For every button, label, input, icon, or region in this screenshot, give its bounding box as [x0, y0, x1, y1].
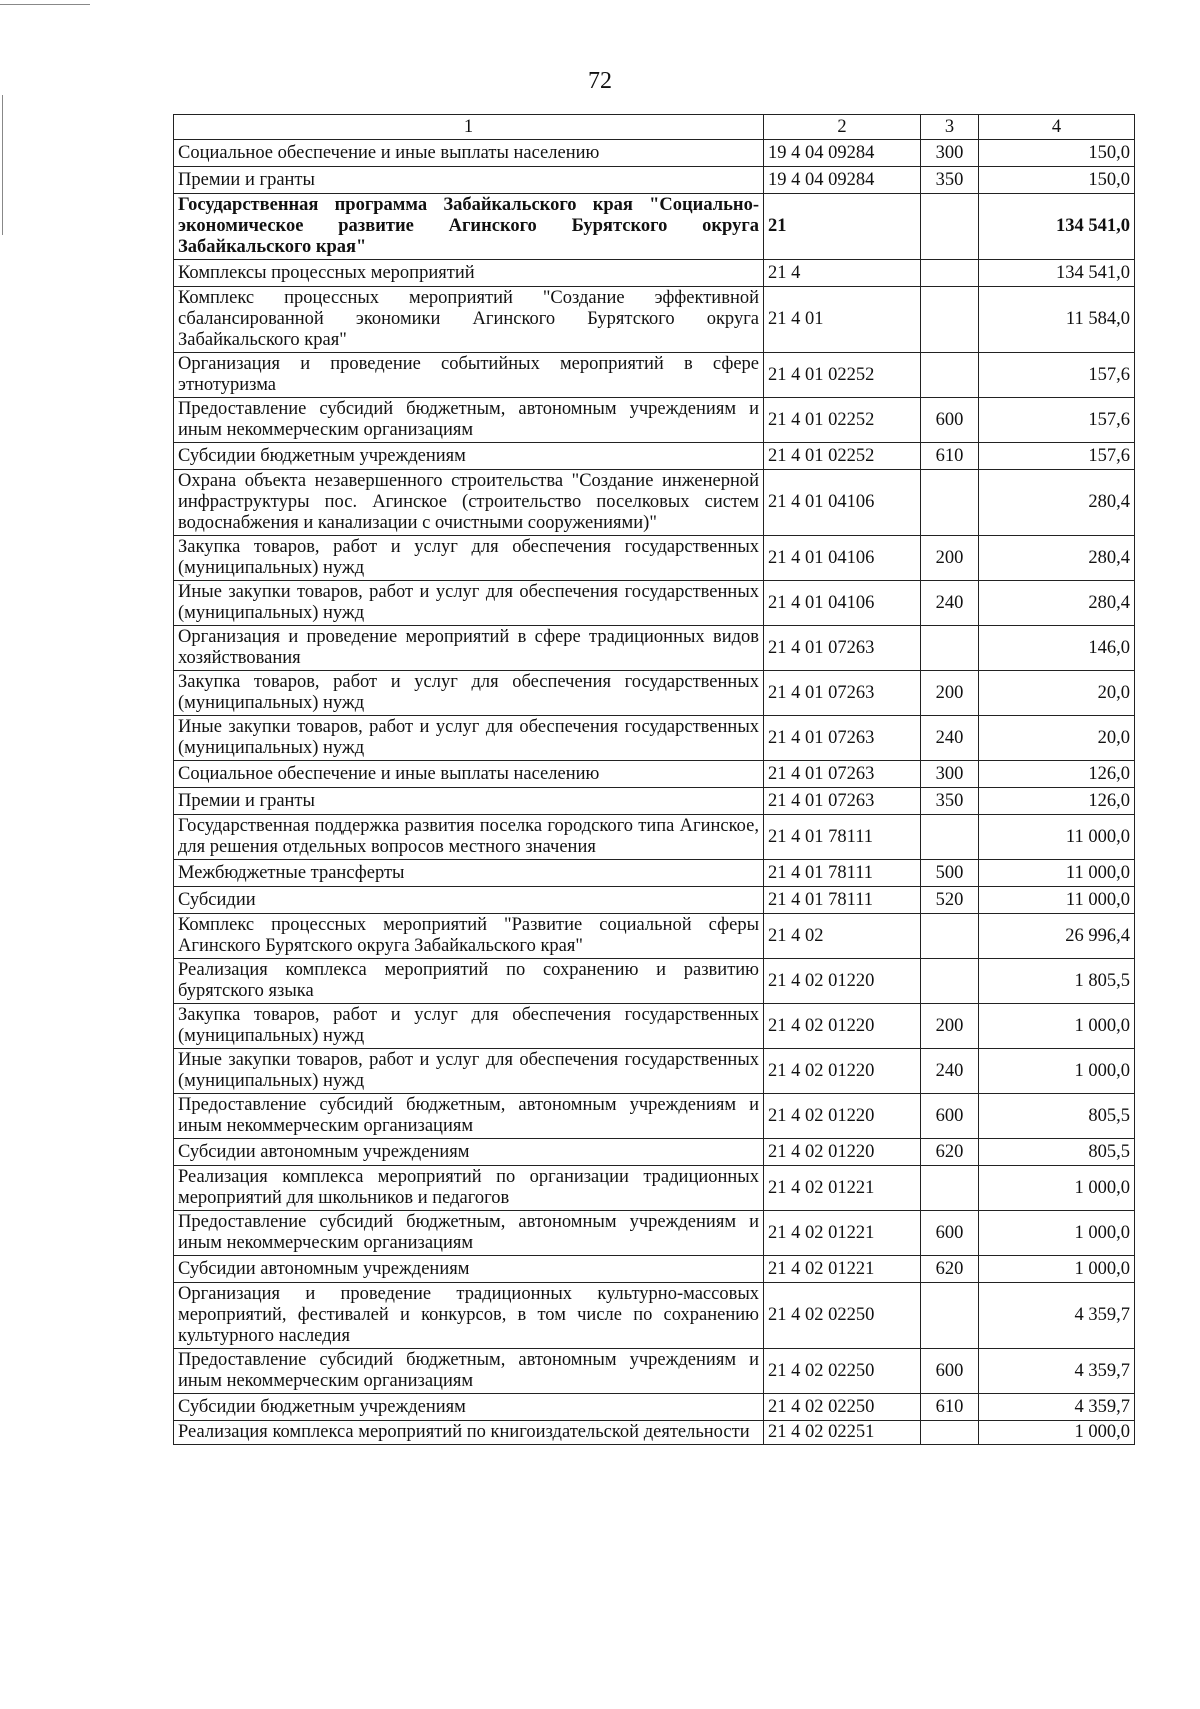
table-row [174, 626, 1135, 671]
row-name-cell: Социальное обеспечение и иные выплаты населению [174, 140, 764, 167]
row-expense-type-cell: 610 [921, 443, 979, 470]
row-amount-cell: 1 000,0 [979, 1211, 1135, 1256]
table-row [174, 167, 1135, 194]
table-row [174, 671, 1135, 716]
table-row [174, 1094, 1135, 1139]
row-code-cell: 21 4 01 02252 [764, 353, 921, 398]
row-code-cell: 21 4 [764, 260, 921, 287]
row-amount-cell: 4 359,7 [979, 1283, 1135, 1349]
row-code-cell: 21 4 02 02251 [764, 1421, 921, 1445]
table-row [174, 1049, 1135, 1094]
row-amount-cell: 134 541,0 [979, 194, 1135, 260]
row-amount-cell: 150,0 [979, 140, 1135, 167]
row-code-cell: 21 4 01 07263 [764, 716, 921, 761]
row-amount-cell: 1 805,5 [979, 959, 1135, 1004]
row-amount-cell: 150,0 [979, 167, 1135, 194]
row-expense-type-cell [921, 1421, 979, 1445]
row-code-cell: 21 4 02 01221 [764, 1211, 921, 1256]
column-header: 3 [921, 115, 979, 140]
row-expense-type-cell: 240 [921, 716, 979, 761]
row-name-cell: Иные закупки товаров, работ и услуг для обеспечения государственных (муниципальных) нужд [174, 716, 764, 761]
budget-table [173, 114, 1135, 1445]
row-amount-cell: 11 000,0 [979, 860, 1135, 887]
table-row [174, 1349, 1135, 1394]
row-name-cell: Иные закупки товаров, работ и услуг для обеспечения государственных (муниципальных) нужд [174, 581, 764, 626]
table-body [174, 140, 1135, 1445]
row-expense-type-cell [921, 815, 979, 860]
row-expense-type-cell: 200 [921, 1004, 979, 1049]
row-expense-type-cell: 300 [921, 761, 979, 788]
row-expense-type-cell: 620 [921, 1256, 979, 1283]
row-name-cell: Премии и гранты [174, 788, 764, 815]
row-name-cell: Субсидии автономным учреждениям [174, 1139, 764, 1166]
row-expense-type-cell: 600 [921, 1094, 979, 1139]
table-row [174, 815, 1135, 860]
table-row [174, 716, 1135, 761]
row-code-cell: 21 4 02 01220 [764, 1139, 921, 1166]
row-expense-type-cell: 600 [921, 398, 979, 443]
row-name-cell: Реализация комплекса мероприятий по организации традиционных мероприятий для школьников и педагогов [174, 1166, 764, 1211]
table-row [174, 1394, 1135, 1421]
row-code-cell: 21 4 02 01221 [764, 1166, 921, 1211]
row-code-cell: 21 4 01 [764, 287, 921, 353]
row-name-cell: Субсидии бюджетным учреждениям [174, 1394, 764, 1421]
row-amount-cell: 1 000,0 [979, 1421, 1135, 1445]
row-expense-type-cell: 600 [921, 1349, 979, 1394]
row-amount-cell: 11 584,0 [979, 287, 1135, 353]
table-row [174, 1211, 1135, 1256]
row-amount-cell: 1 000,0 [979, 1004, 1135, 1049]
table-row [174, 353, 1135, 398]
table-row [174, 1421, 1135, 1445]
table-row [174, 1166, 1135, 1211]
row-expense-type-cell: 620 [921, 1139, 979, 1166]
row-expense-type-cell: 300 [921, 140, 979, 167]
row-amount-cell: 126,0 [979, 761, 1135, 788]
row-code-cell: 21 4 01 07263 [764, 788, 921, 815]
row-code-cell: 21 4 01 04106 [764, 581, 921, 626]
row-amount-cell: 4 359,7 [979, 1394, 1135, 1421]
row-code-cell: 21 4 02 02250 [764, 1349, 921, 1394]
table-row [174, 1004, 1135, 1049]
row-expense-type-cell [921, 959, 979, 1004]
row-expense-type-cell [921, 470, 979, 536]
row-amount-cell: 146,0 [979, 626, 1135, 671]
row-code-cell: 21 4 01 04106 [764, 536, 921, 581]
row-amount-cell: 280,4 [979, 470, 1135, 536]
row-name-cell: Предоставление субсидий бюджетным, автономным учреждениям и иным некоммерческим организациям [174, 1094, 764, 1139]
row-name-cell: Комплекс процессных мероприятий "Развитие социальной сферы Агинского Бурятского округа Забайкальского края" [174, 914, 764, 959]
row-expense-type-cell [921, 194, 979, 260]
table-row [174, 194, 1135, 260]
row-amount-cell: 11 000,0 [979, 815, 1135, 860]
row-name-cell: Субсидии бюджетным учреждениям [174, 443, 764, 470]
row-code-cell: 21 4 01 78111 [764, 887, 921, 914]
table-row [174, 1139, 1135, 1166]
row-expense-type-cell [921, 287, 979, 353]
row-expense-type-cell [921, 1283, 979, 1349]
row-code-cell: 21 4 02 01220 [764, 1049, 921, 1094]
table-row [174, 959, 1135, 1004]
table-row [174, 761, 1135, 788]
row-name-cell: Реализация комплекса мероприятий по сохранению и развитию бурятского языка [174, 959, 764, 1004]
row-name-cell: Субсидии автономным учреждениям [174, 1256, 764, 1283]
row-expense-type-cell: 350 [921, 167, 979, 194]
row-expense-type-cell: 200 [921, 536, 979, 581]
table-header-row [174, 115, 1135, 140]
table-row [174, 1256, 1135, 1283]
row-amount-cell: 26 996,4 [979, 914, 1135, 959]
row-name-cell: Комплекс процессных мероприятий "Создание эффективной сбалансированной экономики Агинского Бурятского округа Забайкальского края" [174, 287, 764, 353]
row-amount-cell: 1 000,0 [979, 1049, 1135, 1094]
table-row [174, 140, 1135, 167]
row-amount-cell: 134 541,0 [979, 260, 1135, 287]
row-code-cell: 21 [764, 194, 921, 260]
row-expense-type-cell: 200 [921, 671, 979, 716]
row-amount-cell: 4 359,7 [979, 1349, 1135, 1394]
row-code-cell: 21 4 02 01220 [764, 1004, 921, 1049]
row-expense-type-cell: 240 [921, 1049, 979, 1094]
row-expense-type-cell [921, 353, 979, 398]
row-amount-cell: 280,4 [979, 581, 1135, 626]
row-expense-type-cell [921, 626, 979, 671]
row-name-cell: Реализация комплекса мероприятий по книгоиздательской деятельности [174, 1421, 764, 1445]
row-expense-type-cell: 600 [921, 1211, 979, 1256]
row-amount-cell: 805,5 [979, 1094, 1135, 1139]
row-amount-cell: 157,6 [979, 443, 1135, 470]
row-expense-type-cell: 610 [921, 1394, 979, 1421]
row-code-cell: 21 4 02 01220 [764, 959, 921, 1004]
row-code-cell: 21 4 02 02250 [764, 1394, 921, 1421]
row-code-cell: 21 4 02 01220 [764, 1094, 921, 1139]
row-expense-type-cell: 350 [921, 788, 979, 815]
row-code-cell: 21 4 01 04106 [764, 470, 921, 536]
row-amount-cell: 20,0 [979, 671, 1135, 716]
table-row [174, 260, 1135, 287]
row-name-cell: Социальное обеспечение и иные выплаты населению [174, 761, 764, 788]
table-row [174, 398, 1135, 443]
row-name-cell: Предоставление субсидий бюджетным, автономным учреждениям и иным некоммерческим организациям [174, 398, 764, 443]
scan-edge-line [0, 4, 90, 5]
table-row [174, 887, 1135, 914]
row-code-cell: 21 4 01 78111 [764, 860, 921, 887]
row-code-cell: 21 4 01 07263 [764, 671, 921, 716]
table-row [174, 788, 1135, 815]
row-expense-type-cell: 240 [921, 581, 979, 626]
row-expense-type-cell [921, 1166, 979, 1211]
row-amount-cell: 20,0 [979, 716, 1135, 761]
row-expense-type-cell: 500 [921, 860, 979, 887]
row-name-cell: Государственная программа Забайкальского края "Социально-экономическое развитие Агинского Бурятского округа Забайкальского края" [174, 194, 764, 260]
table-row [174, 1283, 1135, 1349]
column-header: 4 [979, 115, 1135, 140]
row-name-cell: Предоставление субсидий бюджетным, автономным учреждениям и иным некоммерческим организациям [174, 1349, 764, 1394]
row-name-cell: Закупка товаров, работ и услуг для обеспечения государственных (муниципальных) нужд [174, 671, 764, 716]
row-name-cell: Организация и проведение мероприятий в сфере традиционных видов хозяйствования [174, 626, 764, 671]
row-amount-cell: 126,0 [979, 788, 1135, 815]
row-amount-cell: 157,6 [979, 398, 1135, 443]
row-expense-type-cell [921, 914, 979, 959]
row-amount-cell: 280,4 [979, 536, 1135, 581]
row-name-cell: Закупка товаров, работ и услуг для обеспечения государственных (муниципальных) нужд [174, 1004, 764, 1049]
row-code-cell: 21 4 02 02250 [764, 1283, 921, 1349]
row-name-cell: Государственная поддержка развития поселка городского типа Агинское, для решения отдельных вопросов местного значения [174, 815, 764, 860]
row-amount-cell: 1 000,0 [979, 1166, 1135, 1211]
table-row [174, 860, 1135, 887]
table-row [174, 914, 1135, 959]
table-row [174, 581, 1135, 626]
row-name-cell: Предоставление субсидий бюджетным, автономным учреждениям и иным некоммерческим организациям [174, 1211, 764, 1256]
column-header: 1 [174, 115, 764, 140]
row-name-cell: Премии и гранты [174, 167, 764, 194]
row-code-cell: 19 4 04 09284 [764, 140, 921, 167]
column-header: 2 [764, 115, 921, 140]
row-name-cell: Межбюджетные трансферты [174, 860, 764, 887]
table-row [174, 287, 1135, 353]
row-expense-type-cell [921, 260, 979, 287]
table-row [174, 470, 1135, 536]
row-name-cell: Организация и проведение традиционных культурно-массовых мероприятий, фестивалей и конкурсов, в том числе по сохранению культурного наследия [174, 1283, 764, 1349]
table-row [174, 536, 1135, 581]
row-name-cell: Субсидии [174, 887, 764, 914]
row-name-cell: Закупка товаров, работ и услуг для обеспечения государственных (муниципальных) нужд [174, 536, 764, 581]
row-code-cell: 21 4 01 07263 [764, 761, 921, 788]
scan-edge-line [2, 95, 3, 235]
table-row [174, 443, 1135, 470]
row-amount-cell: 157,6 [979, 353, 1135, 398]
row-name-cell: Иные закупки товаров, работ и услуг для обеспечения государственных (муниципальных) нужд [174, 1049, 764, 1094]
row-amount-cell: 11 000,0 [979, 887, 1135, 914]
row-amount-cell: 1 000,0 [979, 1256, 1135, 1283]
row-code-cell: 21 4 01 78111 [764, 815, 921, 860]
row-code-cell: 21 4 02 [764, 914, 921, 959]
row-name-cell: Организация и проведение событийных мероприятий в сфере этнотуризма [174, 353, 764, 398]
row-code-cell: 21 4 02 01221 [764, 1256, 921, 1283]
row-name-cell: Охрана объекта незавершенного строительства "Создание инженерной инфраструктуры пос. Агинское (строительство поселковых систем водоснабжения и канализации с очистными сооружениями)" [174, 470, 764, 536]
row-name-cell: Комплексы процессных мероприятий [174, 260, 764, 287]
row-code-cell: 21 4 01 02252 [764, 443, 921, 470]
page-number: 72 [588, 68, 612, 94]
row-code-cell: 21 4 01 07263 [764, 626, 921, 671]
row-code-cell: 21 4 01 02252 [764, 398, 921, 443]
row-code-cell: 19 4 04 09284 [764, 167, 921, 194]
row-expense-type-cell: 520 [921, 887, 979, 914]
row-amount-cell: 805,5 [979, 1139, 1135, 1166]
